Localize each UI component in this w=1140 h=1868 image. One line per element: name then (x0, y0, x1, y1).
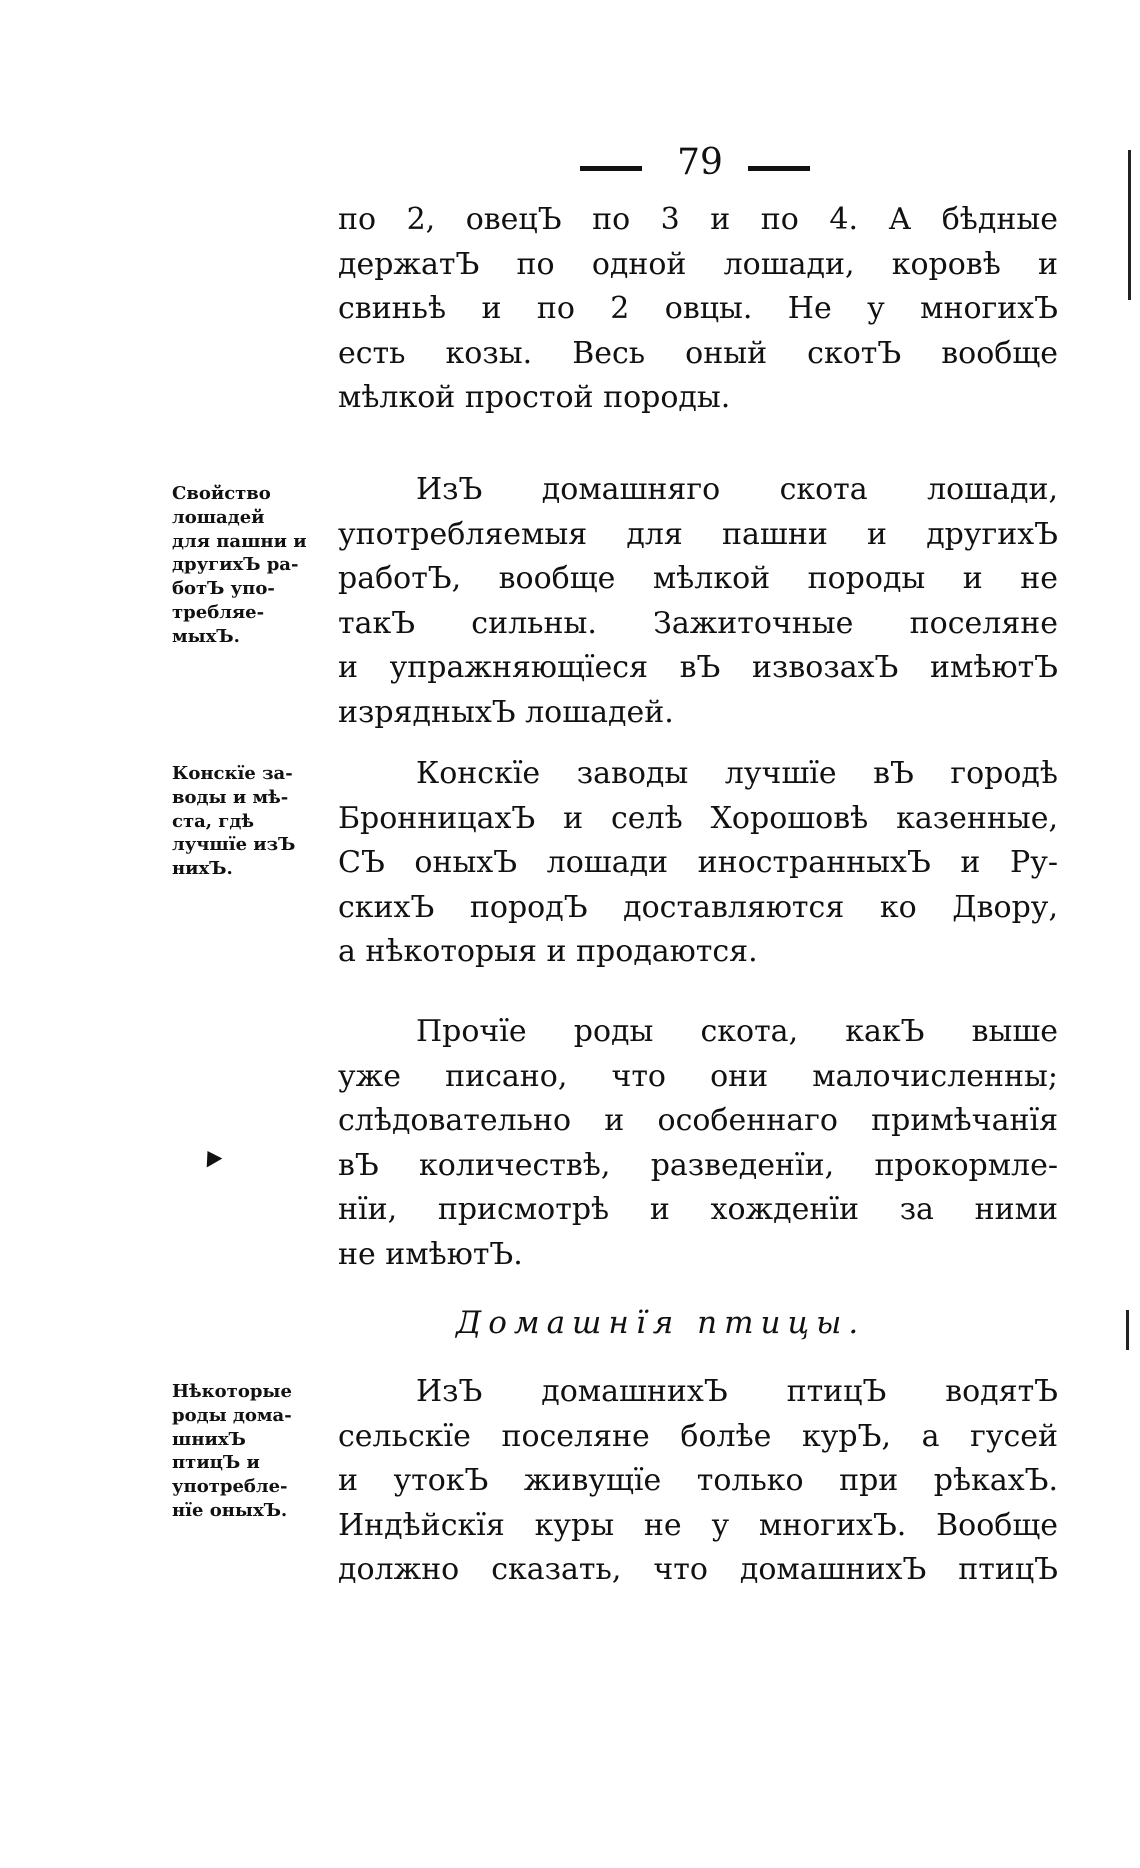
margin-line: ботЪ упо- (172, 578, 275, 600)
text-line: работЪ, вообще мѣлкой породы и не (338, 561, 1058, 596)
margin-line: птицЪ и (172, 1452, 260, 1474)
page-header (560, 142, 820, 192)
margin-line: нїе оныхЪ. (172, 1499, 288, 1521)
text-line: мѣлкой простой породы. (338, 380, 731, 415)
margin-line: Нѣкоторые (172, 1381, 292, 1402)
text-line: скихЪ породЪ доставляются ко Двору, (338, 889, 1058, 925)
margin-line: шнихЪ (172, 1428, 246, 1450)
text-line: изрядныхЪ лошадей. (338, 694, 674, 730)
text-line: ИзЪ домашняго скота лошади, (416, 472, 1058, 507)
margin-line: лошадей (172, 506, 265, 528)
margin-line: лучшїе изЪ (172, 834, 296, 856)
margin-line: требляе- (172, 601, 265, 623)
text-line: и утокЪ живущїе только при рѣкахЪ. (338, 1463, 1058, 1498)
text-line: Конскїе заводы лучшїе вЪ городѣ (416, 756, 1058, 791)
text-line: Прочїе роды скота, какЪ выше (416, 1014, 1058, 1049)
paragraph-livestock-poor (338, 198, 1058, 421)
margin-line: для пашни и (172, 530, 307, 552)
text-line: употребляемыя для пашни и другихЪ (338, 516, 1058, 552)
text-line: такЪ сильны. Зажиточные поселяне (338, 605, 1058, 641)
margin-line: роды дома- (172, 1404, 292, 1426)
text-line: ИзЪ домашнихЪ птицЪ водятЪ (416, 1374, 1058, 1409)
header-right-rule (748, 166, 810, 171)
margin-line: нихЪ. (172, 858, 233, 880)
paragraph-other-livestock (338, 1010, 1058, 1277)
margin-mark-icon (200, 1146, 223, 1167)
paragraph-poultry (338, 1370, 1058, 1593)
margin-note-stud-farms (172, 762, 332, 881)
text-line: уже писано, что они малочисленны; (338, 1058, 1058, 1094)
text-line: а нѣкоторыя и продаются. (338, 934, 758, 969)
text-line: Индѣйскїя куры не у многихЪ. Вообще (338, 1507, 1058, 1543)
text-line: СЪ оныхЪ лошади иностранныхЪ и Ру- (338, 845, 1058, 880)
paragraph-horses (338, 468, 1058, 735)
text-line: и упражняющїеся вЪ извозахЪ имѣютЪ (338, 650, 1058, 685)
text-line: БронницахЪ и селѣ Хорошовѣ казенные, (338, 800, 1058, 836)
text-line: есть козы. Весь оный скотЪ вообще (338, 335, 1058, 371)
text-line: нїи, присмотрѣ и хожденїи за ними (338, 1192, 1058, 1227)
section-heading: Домашнїя птицы. (456, 1305, 866, 1341)
text-line: не имѣютЪ. (338, 1236, 523, 1272)
margin-line: воды и мѣ- (172, 786, 289, 808)
text-line: вЪ количествѣ, разведенїи, прокормле- (338, 1147, 1058, 1183)
scan-edge-mark (1128, 150, 1131, 300)
page-number: 79 (677, 142, 723, 183)
scan-edge-mark (1126, 1310, 1129, 1350)
margin-line: употребле- (172, 1476, 288, 1498)
text-line: по 2, овецЪ по 3 и по 4. А бѣдные (338, 202, 1058, 237)
margin-line: Конскїе за- (172, 763, 293, 784)
margin-line: мыхЪ. (172, 625, 240, 647)
text-line: держатЪ по одной лошади, коровѣ и (338, 246, 1058, 282)
paragraph-stud-farms (338, 752, 1058, 975)
text-line: должно сказать, что домашнихЪ птицЪ (338, 1552, 1058, 1587)
margin-line: Свойство (172, 483, 271, 504)
header-left-rule (580, 166, 642, 171)
margin-line: другихЪ ра- (172, 554, 299, 576)
margin-line: ста, гдѣ (172, 810, 254, 832)
margin-note-horses (172, 482, 332, 649)
text-line: слѣдовательно и особеннаго примѣчанїя (338, 1103, 1058, 1138)
margin-note-poultry (172, 1380, 332, 1523)
text-line: свиньѣ и по 2 овцы. Не у многихЪ (338, 291, 1058, 326)
text-line: сельскїе поселяне болѣе курЪ, а гусей (338, 1418, 1058, 1454)
